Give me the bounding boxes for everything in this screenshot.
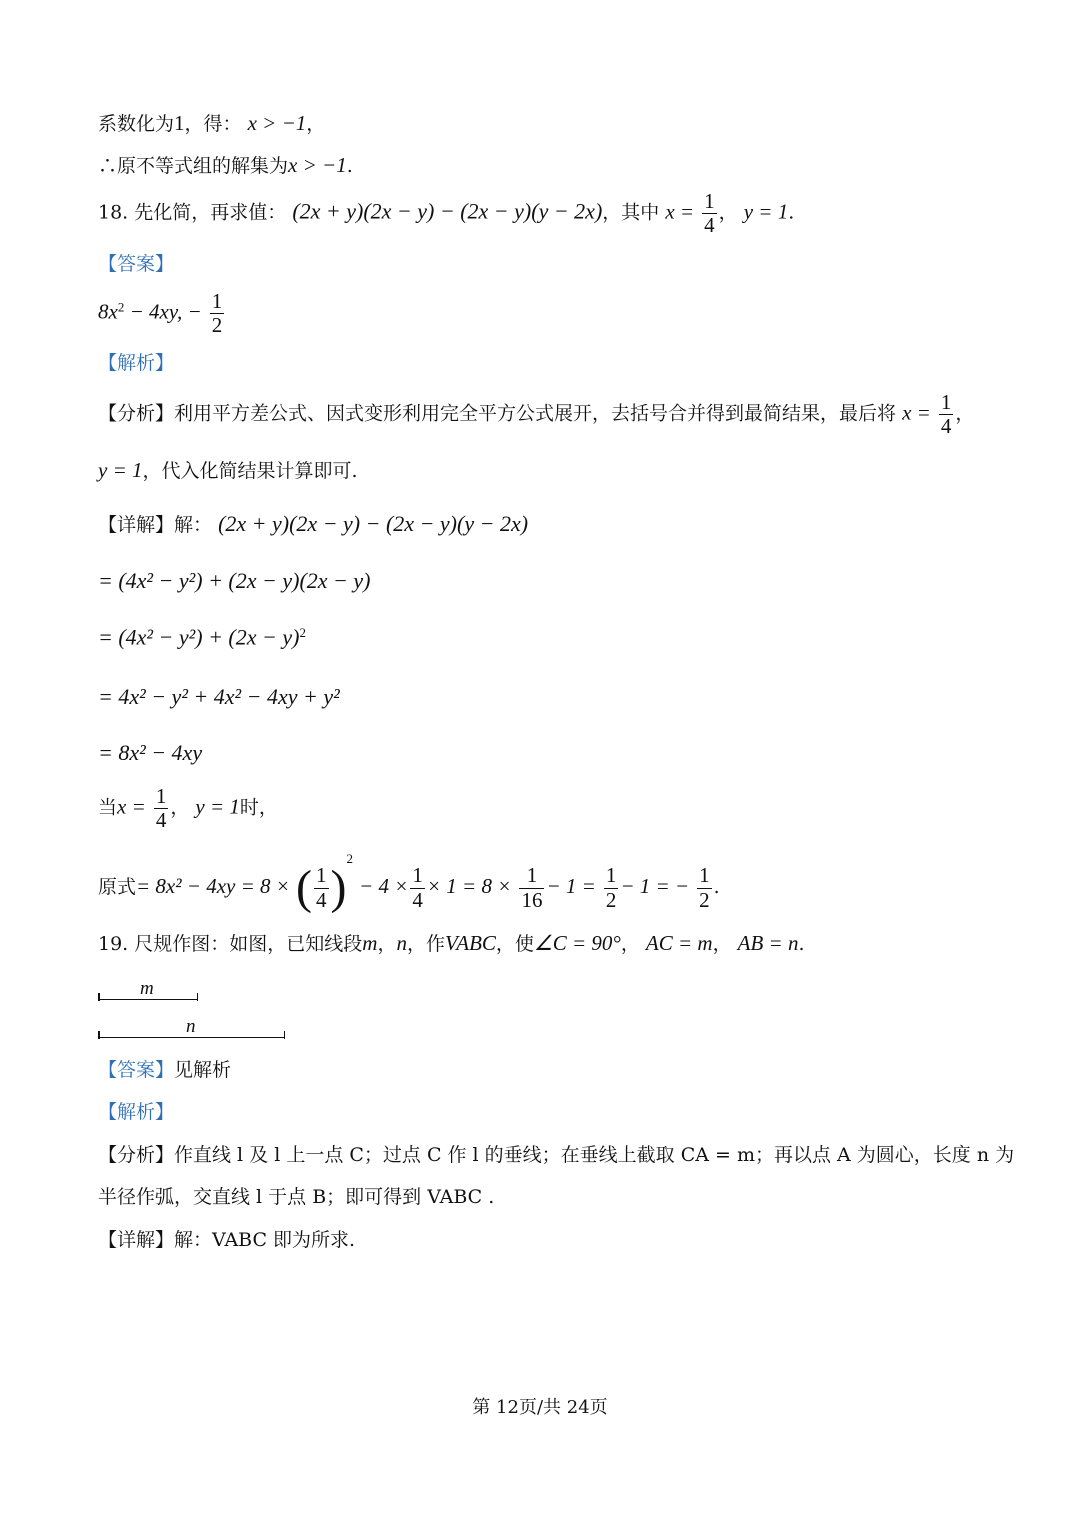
denominator: 4 — [940, 414, 952, 439]
denominator: 4 — [155, 808, 167, 833]
answer-line — [98, 290, 226, 337]
line-text: 原式 — [98, 876, 137, 898]
line-text: ，得： — [184, 113, 242, 135]
answer-expr: 8x — [98, 299, 118, 324]
segment-m-label: m — [140, 978, 154, 999]
expression: − 1 = — [546, 874, 596, 898]
numerator: 1 — [211, 289, 223, 313]
segment-m — [98, 991, 198, 1000]
question-label: 18. 先化简，再求值： — [98, 201, 287, 224]
punct: ， — [377, 933, 397, 955]
segment-n-label: n — [186, 1016, 196, 1037]
answer-tag: 【答案】 — [98, 1059, 175, 1081]
punct: ， — [306, 113, 326, 135]
question-18 — [98, 190, 794, 237]
line-text: ，其中 — [602, 201, 660, 224]
line-text: 解： — [174, 514, 213, 536]
fraction — [410, 864, 425, 911]
punct: ， — [718, 201, 738, 224]
numerator: 1 — [155, 784, 167, 808]
denominator: 4 — [412, 887, 423, 912]
line-text: 见解析 — [174, 1059, 232, 1081]
denominator: 2 — [211, 313, 223, 338]
segment-n — [98, 1029, 285, 1038]
punct: ， — [712, 933, 732, 955]
denominator: 2 — [699, 887, 710, 912]
question-label: 19. 尺规作图：如图，已知线段 — [98, 933, 363, 955]
text-line — [98, 113, 325, 134]
numerator: 1 — [519, 864, 544, 888]
punct: . — [713, 876, 720, 898]
var-x: x = — [665, 199, 695, 224]
angle: ∠C = 90° — [533, 931, 621, 955]
numerator: 1 — [605, 863, 617, 888]
expression: (2x + y)(2x − y) − (2x − y)(y − 2x) — [218, 511, 529, 536]
equation: AB = n — [737, 931, 799, 955]
numerator: 1 — [704, 189, 715, 213]
expression: × 1 = 8 × — [426, 874, 512, 898]
exponent: 2 — [299, 625, 306, 640]
when-line — [98, 785, 278, 832]
numerator: 1 — [316, 863, 327, 888]
page-footer: 第 12页/共 24页 — [472, 1397, 608, 1418]
fraction — [519, 864, 544, 911]
step-line: = 4x² − y² + 4x² − 4xy + y² — [98, 684, 340, 709]
exponent: 2 — [117, 299, 125, 315]
line-text: 利用平方差公式、因式变形利用完全平方公式展开，去括号合并得到最简结果，最后将 — [174, 402, 897, 425]
denominator: 16 — [521, 887, 543, 912]
numerator: 1 — [412, 863, 423, 888]
expression: − 1 = − — [620, 874, 690, 898]
punct: . — [346, 155, 353, 177]
var-x: x = — [117, 794, 146, 819]
section-tag: 【详解】 — [98, 1229, 175, 1251]
step-line — [98, 626, 306, 648]
expression: (2x + y)(2x − y) − (2x − y)(y − 2x) — [292, 198, 603, 224]
calc-line: 原式= 8x² − 4xy = 8 × ( $\frac{1}{4}$ )$^2$ − 4 × $\frac{1}{4}$ × 1 = 8 × $\frac{1}{16}$ − 1 = $\frac{1}{2}$ − 1 = − $\frac{1}{2}$ . — [98, 851, 720, 914]
numerator: 1 — [699, 863, 710, 888]
var-m: m — [362, 931, 378, 955]
denominator: 4 — [316, 887, 327, 912]
denominator: 4 — [704, 213, 715, 238]
text-line — [98, 155, 353, 176]
section-tag: 【分析】 — [98, 402, 175, 425]
line-text: 时， — [239, 796, 278, 819]
line-text: 原不等式组的解集为 — [117, 155, 289, 177]
step-line: = 8x² − 4xy — [98, 740, 203, 765]
fraction — [697, 864, 712, 911]
punct: . — [788, 201, 795, 224]
analysis-line — [98, 460, 358, 481]
analysis-tag: 【解析】 — [98, 1101, 175, 1123]
line-text: 作直线 l 及 l 上一点 C；过点 C 作 l 的垂线；在垂线上截取 CA = m；再以点 A 为圆心，长度 n 为 — [174, 1144, 1015, 1166]
answer-expr: − 4xy, − — [124, 299, 202, 324]
expression: − 4 × — [359, 874, 409, 898]
equation: AC = m — [645, 931, 713, 955]
section-tag: 【分析】 — [98, 1144, 175, 1166]
punct: ， — [955, 402, 975, 425]
line-text: 解：VABC 即为所求. — [174, 1229, 356, 1251]
fraction — [154, 785, 169, 832]
punct: ， — [170, 796, 190, 819]
analysis-line — [98, 391, 974, 438]
fraction — [702, 190, 717, 237]
therefore-symbol: ∴ — [98, 155, 118, 177]
line-text: ，使 — [495, 933, 534, 955]
numerator: 1 — [940, 390, 952, 414]
line-text: ，代入化简结果计算即可. — [142, 460, 358, 482]
fraction — [314, 864, 329, 911]
fraction — [939, 391, 954, 438]
inequality: x > −1 — [288, 153, 347, 177]
var-y: y = 1 — [743, 199, 789, 224]
detail-line — [98, 513, 528, 535]
detail-line — [98, 1231, 355, 1250]
section-tag: 【详解】 — [98, 514, 175, 536]
analysis-line: 半径作弧，交直线 l 于点 B；即可得到 VABC . — [98, 1186, 495, 1208]
line-text: ，作 — [406, 933, 445, 955]
analysis-tag: 【解析】 — [98, 352, 175, 374]
number: 1 — [174, 111, 185, 135]
line-text: 当 — [98, 796, 118, 819]
var-y: y = 1 — [195, 794, 240, 819]
answer-line — [98, 1061, 231, 1080]
triangle: VABC — [444, 931, 496, 955]
step-line: = (4x² − y²) + (2x − y)(2x − y) — [98, 568, 371, 593]
question-19 — [98, 933, 805, 954]
analysis-line — [98, 1146, 1014, 1165]
fraction — [604, 864, 619, 911]
punct: . — [798, 933, 805, 955]
expression: = (4x² − y²) + (2x − y) — [98, 624, 300, 650]
punct: ， — [620, 933, 640, 955]
var-n: n — [396, 931, 407, 955]
line-text: 系数化为 — [98, 113, 175, 135]
answer-tag: 【答案】 — [98, 253, 175, 275]
var-y: y = 1 — [98, 458, 143, 482]
inequality: x > −1 — [247, 111, 307, 135]
exponent: 2 — [346, 851, 353, 866]
expression: = 8x² − 4xy = 8 × — [136, 874, 290, 898]
denominator: 2 — [605, 887, 617, 912]
var-x: x = — [902, 400, 931, 425]
fraction — [210, 290, 225, 337]
